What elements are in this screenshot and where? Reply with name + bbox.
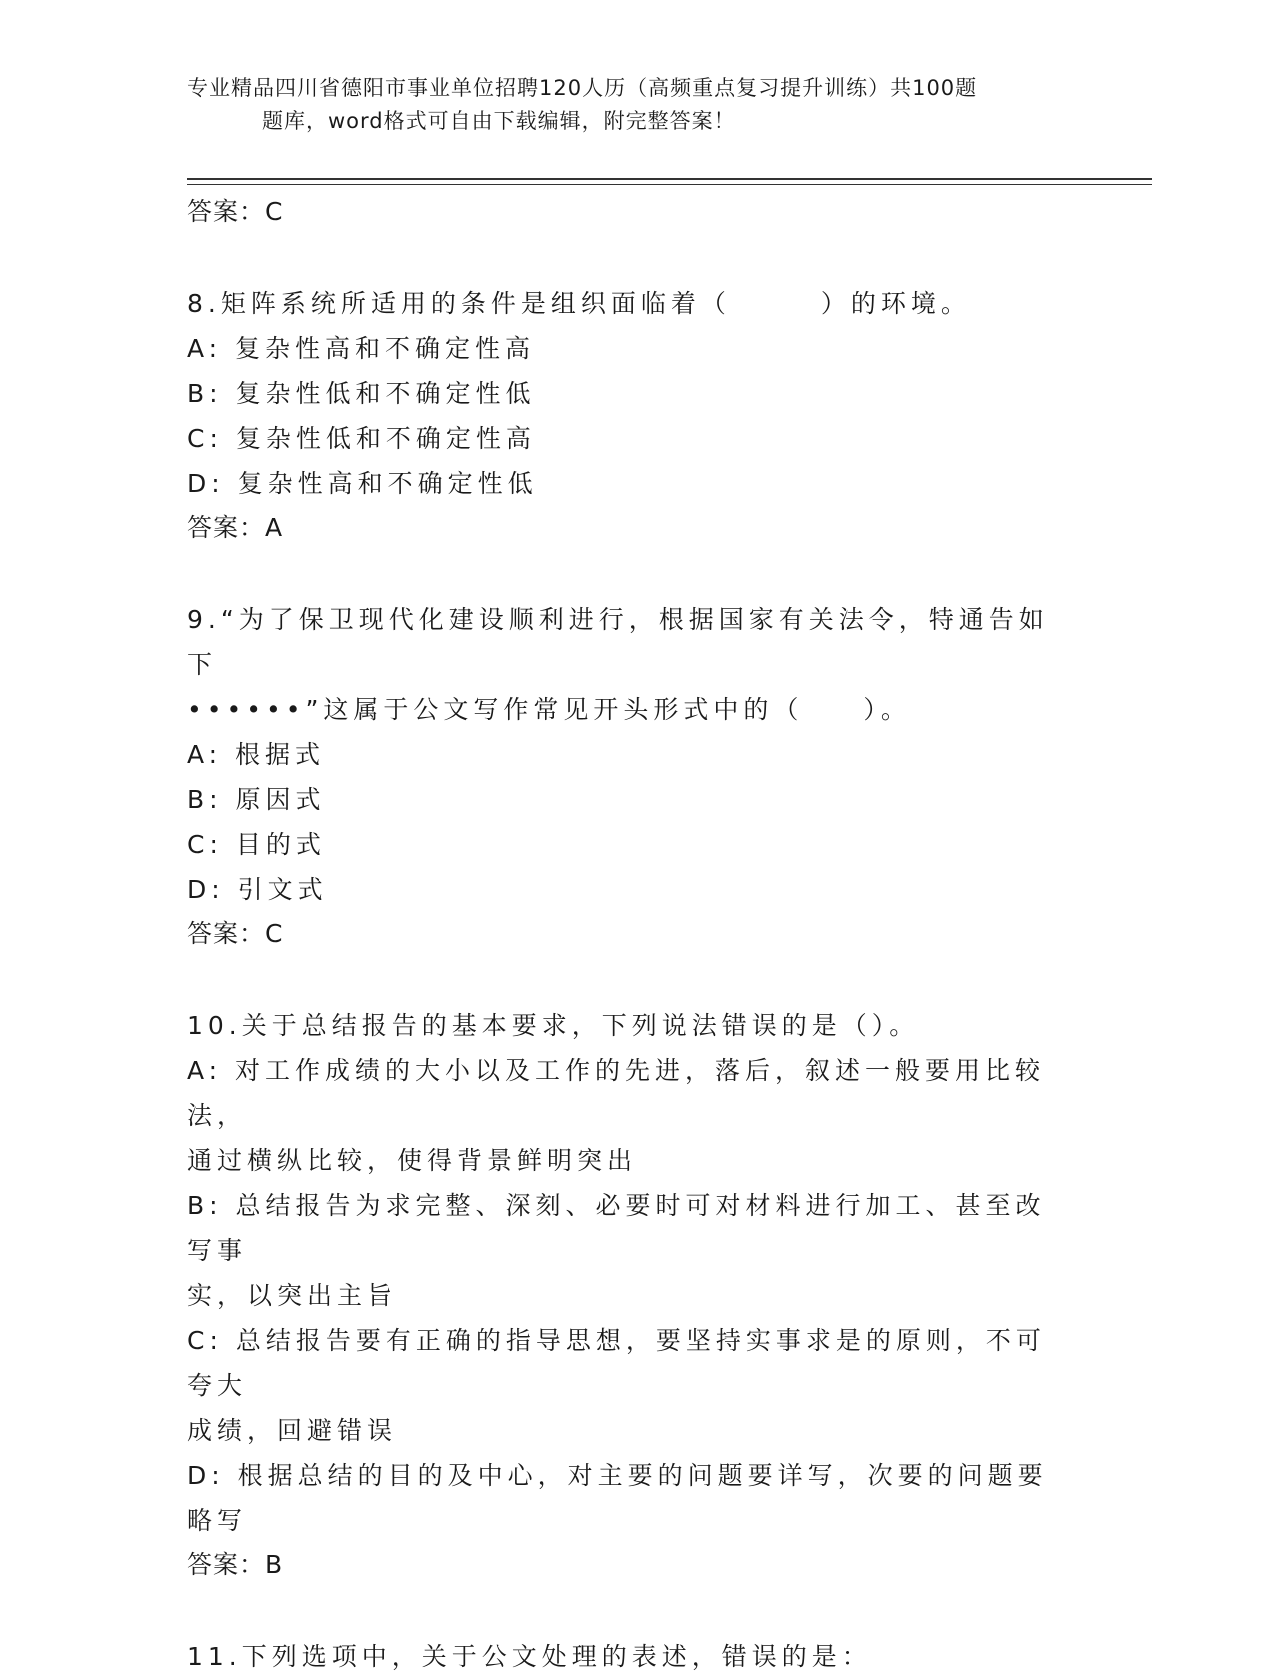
header-line-2: 题库，word格式可自由下载编辑，附完整答案！ xyxy=(262,109,736,133)
option-a: A: 对工作成绩的大小以及工作的先进，落后，叙述一般要用比较法， xyxy=(187,1056,1046,1130)
option-d: D: 复杂性高和不确定性低 xyxy=(187,469,538,498)
answer-line: 答案：A xyxy=(187,513,284,542)
option-b: B: 总结报告为求完整、深刻、必要时可对材料进行加工、甚至改写事 xyxy=(187,1191,1046,1265)
answer-line: 答案：B xyxy=(187,1550,284,1579)
option-a-cont: 通过横纵比较，使得背景鲜明突出 xyxy=(187,1146,638,1175)
header-line-1: 专业精品四川省德阳市事业单位招聘120人历（高频重点复习提升训练）共100题 xyxy=(187,76,978,100)
header-rule-thick xyxy=(187,178,1152,180)
option-d: D: 根据总结的目的及中心，对主要的问题要详写，次要的问题要略写 xyxy=(187,1461,1048,1535)
option-b: B: 复杂性低和不确定性低 xyxy=(187,379,536,408)
option-c: C: 目的式 xyxy=(187,830,326,859)
answer-line: 答案：C xyxy=(187,197,284,226)
question-text: 11.下列选项中，关于公文处理的表述，错误的是： xyxy=(187,1642,872,1671)
answer-line: 答案：C xyxy=(187,919,284,948)
question-10 xyxy=(187,1003,1067,1587)
document-body xyxy=(187,190,1067,1679)
question-text-line-2: ••••••”这属于公文写作常见开头形式中的（ ）。 xyxy=(187,695,911,724)
header-rule-thin xyxy=(187,184,1152,185)
question-9 xyxy=(187,597,1067,956)
option-c: C: 复杂性低和不确定性高 xyxy=(187,424,536,453)
question-8 xyxy=(187,281,1067,550)
question-11 xyxy=(187,1634,1067,1679)
option-a: A: 复杂性高和不确定性高 xyxy=(187,334,536,363)
question-text: 10.关于总结报告的基本要求，下列说法错误的是（）。 xyxy=(187,1011,920,1040)
option-b: B: 原因式 xyxy=(187,785,326,814)
question-text: 8.矩阵系统所适用的条件是组织面临着（ ）的环境。 xyxy=(187,289,971,318)
option-c: C: 总结报告要有正确的指导思想，要坚持实事求是的原则，不可夸大 xyxy=(187,1326,1046,1400)
option-a: A: 根据式 xyxy=(187,740,326,769)
page-header xyxy=(187,72,1087,138)
option-c-cont: 成绩，回避错误 xyxy=(187,1416,398,1445)
option-d: D: 引文式 xyxy=(187,875,328,904)
option-b-cont: 实，以突出主旨 xyxy=(187,1281,398,1310)
question-text-line-1: 9.“为了保卫现代化建设顺利进行，根据国家有关法令，特通告如下 xyxy=(187,605,1049,679)
